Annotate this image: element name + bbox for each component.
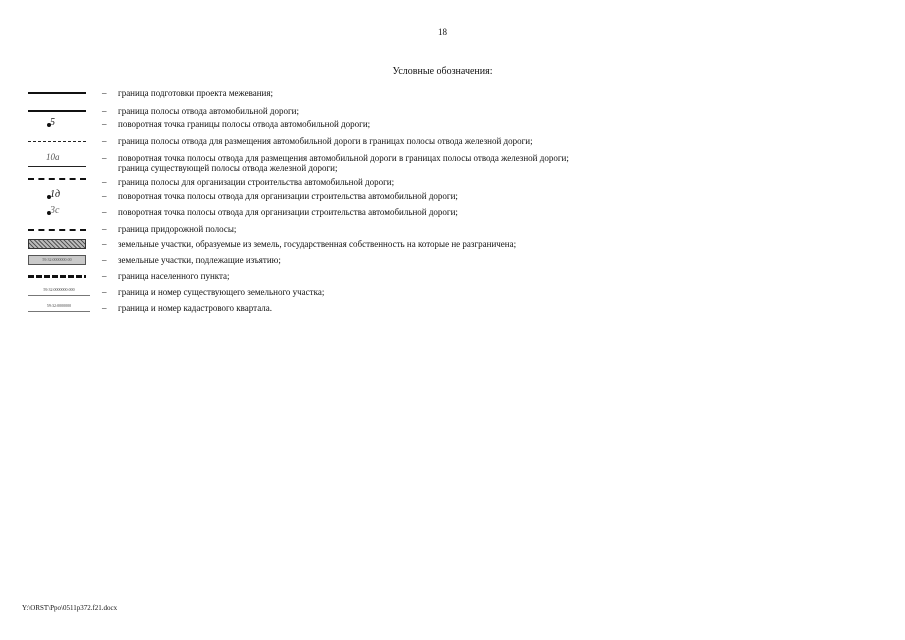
point-label: 3с: [50, 205, 60, 216]
legend-row-state-land: [0, 238, 905, 250]
parcel-label: 59:32:0000000:000: [43, 287, 75, 292]
legend-row-project-boundary: [0, 87, 905, 99]
legend-text: земельные участки, подлежащие изъятию;: [118, 255, 281, 265]
turn-point-symbol: [28, 206, 88, 218]
turn-point-symbol: [28, 118, 88, 130]
legend-dash: –: [102, 177, 107, 187]
legend-dash: –: [102, 224, 107, 234]
turn-point-symbol: [28, 152, 88, 174]
legend-text-secondary: граница существующей полосы отвода железной дороги;: [118, 163, 338, 173]
parcel-line-symbol: [28, 286, 88, 298]
legend-dash: –: [102, 271, 107, 281]
legend-text: граница придорожной полосы;: [118, 224, 237, 234]
dashed-line-symbol: [28, 223, 88, 235]
area-label: 59:32:0000000:00: [42, 257, 72, 262]
legend-dash: –: [102, 207, 107, 217]
legend-dash: –: [102, 136, 107, 146]
point-label: 5: [50, 117, 55, 128]
legend-dash: –: [102, 191, 107, 201]
legend-dash: –: [102, 153, 107, 163]
legend-dash: –: [102, 119, 107, 129]
legend-row-road-boundary: [0, 105, 905, 117]
solid-line-symbol: [28, 105, 88, 117]
legend-row-cadastral-quarter: [0, 302, 905, 314]
legend-text: граница и номер существующего земельного участка;: [118, 287, 325, 297]
legend-text: граница и номер кадастрового квартала.: [118, 303, 273, 313]
legend-dash: –: [102, 88, 107, 98]
legend-dash: –: [102, 239, 107, 249]
legend-dash: –: [102, 255, 107, 265]
legend-row-rail-turn-point: [0, 152, 905, 174]
legend-text: граница подготовки проекта межевания;: [118, 88, 274, 98]
dotted-line-symbol: [28, 270, 88, 282]
legend-row-rail-road-boundary: [0, 135, 905, 147]
legend-text: граница полосы для организации строительства автомобильной дороги;: [118, 177, 395, 187]
turn-point-symbol: [28, 190, 88, 202]
legend-row-road-turn-point: [0, 118, 905, 130]
legend-text: поворотная точка полосы отвода для организации строительства автомобильной дороги;: [118, 207, 458, 217]
legend-text: граница полосы отвода автомобильной дороги;: [118, 106, 299, 116]
legend-dash: –: [102, 106, 107, 116]
legend-text: поворотная точка полосы отвода для организации строительства автомобильной дороги;: [118, 191, 458, 201]
legend-text: граница полосы отвода для размещения автомобильной дороги в границах полосы отвода железной дороги;: [118, 136, 533, 146]
legend-dash: –: [102, 303, 107, 313]
legend-row-construction-turn-point-1: [0, 190, 905, 202]
legend-row-construction-boundary: [0, 176, 905, 188]
legend-text: граница населенного пункта;: [118, 271, 230, 281]
dashed-line-symbol: [28, 176, 88, 188]
grey-area-symbol: [28, 254, 88, 266]
legend-row-existing-parcel: [0, 286, 905, 298]
hatched-area-symbol: [28, 238, 88, 250]
footer-file-path: Y:\ORST\Ppo\0511p372.f21.docx: [22, 604, 118, 612]
legend-row-construction-turn-point-2: [0, 206, 905, 218]
quarter-line-symbol: [28, 302, 88, 314]
legend-text: земельные участки, образуемые из земель, государственная собственность на которые не разграничена;: [118, 239, 517, 249]
legend-text: поворотная точка полосы отвода для размещения автомобильной дороги в границах полосы отвода железной дороги;: [118, 153, 569, 163]
legend-title: Условные обозначения:: [392, 66, 493, 77]
quarter-label: 59:32:0000000: [46, 303, 72, 308]
legend-row-withdrawn-land: [0, 254, 905, 266]
legend-row-roadside-strip: [0, 223, 905, 235]
legend-dash: –: [102, 287, 107, 297]
solid-line-symbol: [28, 87, 88, 99]
page-number: 18: [438, 27, 447, 37]
dashed-line-symbol: [28, 135, 88, 147]
legend-row-settlement-boundary: [0, 270, 905, 282]
point-label: 10а: [46, 152, 60, 162]
point-label: 1д: [50, 189, 61, 200]
legend-text: поворотная точка границы полосы отвода автомобильной дороги;: [118, 119, 371, 129]
